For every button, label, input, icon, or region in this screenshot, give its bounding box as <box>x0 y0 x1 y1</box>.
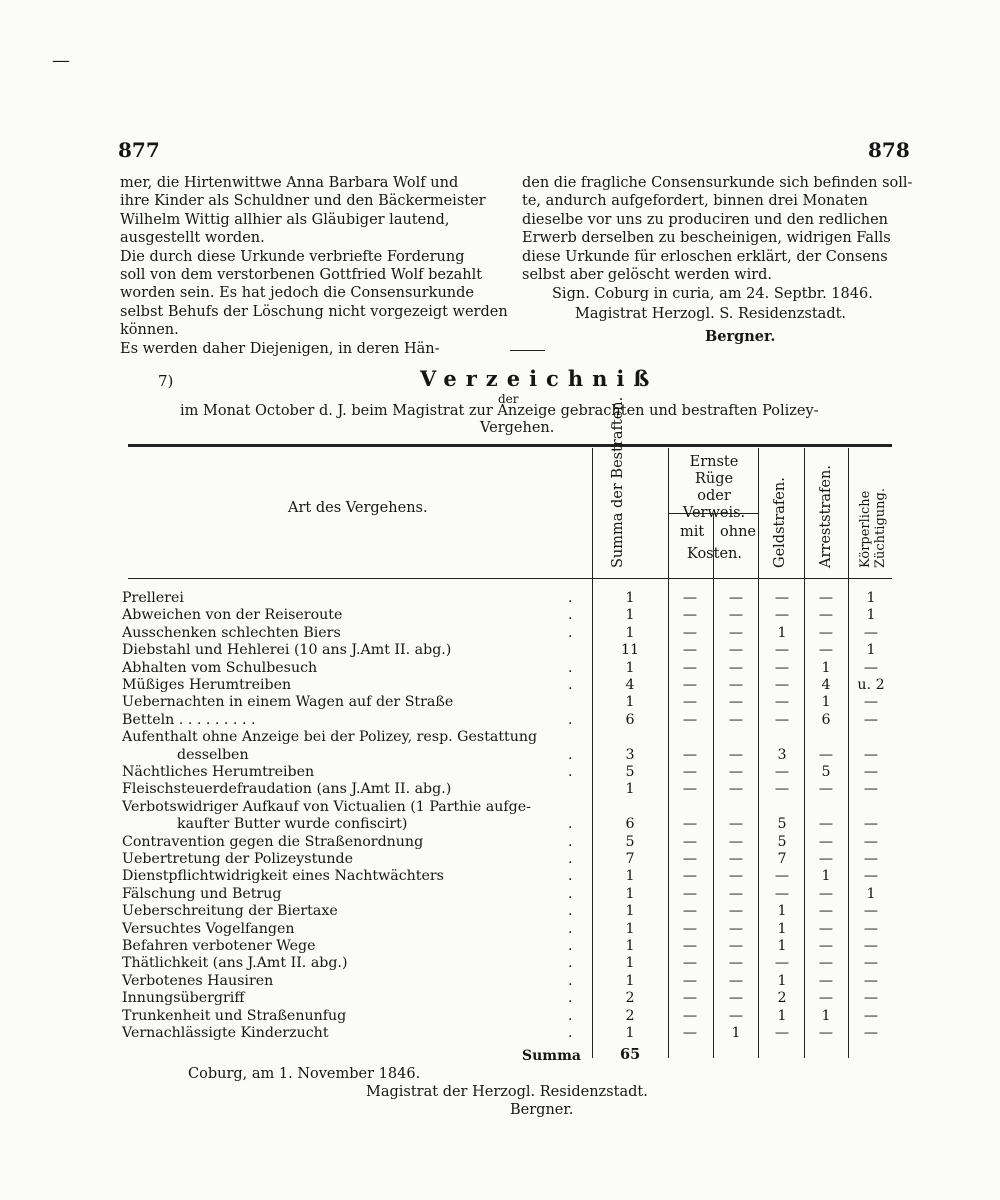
offence-label: Müßiges Herumtreiben <box>122 677 292 693</box>
text-line: diese Urkunde für erloschen erklärt, der Consens <box>522 248 888 265</box>
text-line: Die durch diese Urkunde verbriefte Forderung <box>120 248 465 265</box>
cell-geld: 1 <box>777 624 787 641</box>
cell-summa: 1 <box>625 1025 635 1041</box>
text-line: Wilhelm Wittig allhier als Gläubiger lautend, <box>120 211 450 228</box>
page-number-left: 877 <box>118 138 160 162</box>
cell-ohne: — <box>728 607 744 624</box>
cell-mit: — <box>682 642 698 659</box>
row-leader-dot: . <box>568 833 573 850</box>
left-text-column <box>120 174 508 358</box>
header-summa: Summa der Bestraften. <box>610 396 626 568</box>
cell-koerper: 1 <box>866 885 876 902</box>
cell-mit: — <box>682 990 698 1007</box>
offence-label: Versuchtes Vogelfangen <box>122 920 295 937</box>
cell-mit: — <box>682 955 698 972</box>
cell-geld: — <box>774 659 790 676</box>
cell-summa: 1 <box>625 885 635 902</box>
cell-koerper: — <box>863 972 879 989</box>
cell-mit: — <box>682 746 698 763</box>
cell-koerper: — <box>863 903 879 920</box>
cell-mit: — <box>682 607 698 624</box>
cell-summa: 5 <box>625 833 635 850</box>
table-top-rule <box>128 444 892 447</box>
cell-arrest: — <box>818 1025 834 1041</box>
offence-label: Uebertretung der Polizeystunde <box>122 851 354 867</box>
cell-summa: 1 <box>625 920 635 937</box>
cell-koerper: 1 <box>866 590 876 606</box>
cell-ohne: — <box>728 920 744 937</box>
cell-summa: 1 <box>625 624 635 641</box>
cell-geld: 1 <box>777 938 787 954</box>
cell-arrest: — <box>818 624 834 641</box>
cell-mit: — <box>682 851 698 867</box>
corner-mark: — <box>52 50 70 71</box>
cell-ohne: — <box>728 764 744 780</box>
row-leader-dot: . <box>568 746 573 763</box>
cell-geld: 1 <box>777 920 787 937</box>
cell-summa: 1 <box>625 781 635 798</box>
cell-arrest: 6 <box>821 711 831 728</box>
table-row <box>122 712 892 730</box>
table-row <box>122 729 892 747</box>
cell-ohne: — <box>728 746 744 763</box>
offence-label: Innungsübergriff <box>122 990 245 1007</box>
row-leader-dot: . <box>568 868 573 885</box>
cell-koerper: — <box>863 816 879 833</box>
text-line: te, andurch aufgefordert, binnen drei Monaten <box>522 193 868 210</box>
row-leader-dot: . <box>568 1025 573 1041</box>
cell-geld: 2 <box>777 990 787 1007</box>
cell-geld: — <box>774 885 790 902</box>
table-row <box>122 851 892 869</box>
cell-ohne: — <box>728 711 744 728</box>
cell-ohne: — <box>728 938 744 954</box>
cell-geld: 7 <box>777 851 787 867</box>
cell-ohne: — <box>728 833 744 850</box>
cell-geld: — <box>774 781 790 798</box>
cell-arrest: — <box>818 816 834 833</box>
row-leader-dot: . <box>568 851 573 867</box>
cell-koerper: u. 2 <box>857 677 885 693</box>
table-row <box>122 607 892 625</box>
cell-summa: 1 <box>625 590 635 606</box>
table-row <box>122 799 892 817</box>
cell-summa: 1 <box>625 903 635 920</box>
cell-geld: — <box>774 642 790 659</box>
row-leader-dot: . <box>568 590 573 606</box>
cell-arrest: — <box>818 903 834 920</box>
cell-ohne: — <box>728 868 744 885</box>
cell-ohne: — <box>728 642 744 659</box>
row-leader-dot: . <box>568 903 573 920</box>
offence-label: Vernachlässigte Kinderzucht <box>122 1025 329 1041</box>
cell-arrest: — <box>818 990 834 1007</box>
row-leader-dot: . <box>568 990 573 1007</box>
cell-koerper: — <box>863 1025 879 1041</box>
cell-mit: — <box>682 624 698 641</box>
cell-summa: 2 <box>625 990 635 1007</box>
cell-koerper: — <box>863 833 879 850</box>
cell-koerper: — <box>863 990 879 1007</box>
text-line: ihre Kinder als Schuldner und den Bäckermeister <box>120 193 486 210</box>
text-line: dieselbe vor uns zu produciren und den redlichen <box>522 211 889 228</box>
cell-koerper: — <box>863 1007 879 1024</box>
cell-summa: 1 <box>625 607 635 624</box>
cell-ohne: 1 <box>731 1025 741 1041</box>
cell-summa: 6 <box>625 711 635 728</box>
cell-ohne: — <box>728 851 744 867</box>
table-row <box>122 1025 892 1043</box>
cell-mit: — <box>682 885 698 902</box>
cell-arrest: 4 <box>821 677 831 693</box>
cell-summa: 1 <box>625 972 635 989</box>
row-leader-dot: . <box>568 920 573 937</box>
cell-arrest: — <box>818 972 834 989</box>
header-arreststrafen: Arreststrafen. <box>818 465 834 568</box>
text-line: ausgestellt worden. <box>120 230 265 247</box>
cell-geld: 5 <box>777 816 787 833</box>
cell-mit: — <box>682 816 698 833</box>
row-leader-dot: . <box>568 885 573 902</box>
cell-arrest: 1 <box>821 1007 831 1024</box>
table-row <box>122 660 892 678</box>
offence-label: Befahren verbotener Wege <box>122 938 316 954</box>
offence-label: Fleischsteuerdefraudation (ans J.Amt II. abg.) <box>122 781 452 798</box>
table-row <box>122 642 892 660</box>
cell-arrest: — <box>818 607 834 624</box>
text-line: selbst Behufs der Löschung nicht vorgezeigt werden <box>120 303 508 320</box>
offence-label: Abhalten vom Schulbesuch <box>122 659 318 676</box>
cell-arrest: — <box>818 920 834 937</box>
offence-label: Abweichen von der Reiseroute <box>122 607 343 624</box>
offence-label: Aufenthalt ohne Anzeige bei der Polizey, resp. Gestattung <box>122 729 538 746</box>
cell-koerper: — <box>863 746 879 763</box>
cell-summa: 1 <box>625 659 635 676</box>
cell-ohne: — <box>728 990 744 1007</box>
text-line: worden sein. Es hat jedoch die Consensurkunde <box>120 285 474 302</box>
row-leader-dot: . <box>568 764 573 780</box>
cell-ohne: — <box>728 816 744 833</box>
table-row <box>122 868 892 886</box>
cell-arrest: — <box>818 746 834 763</box>
cell-arrest: 1 <box>821 659 831 676</box>
section-title: Verzeichniß <box>420 366 659 391</box>
text-line: selbst aber gelöscht werden wird. <box>522 267 773 284</box>
offence-label: Contravention gegen die Straßenordnung <box>122 833 424 850</box>
cell-summa: 4 <box>625 677 635 693</box>
sign-authority: Magistrat Herzogl. S. Residenzstadt. <box>575 306 847 322</box>
cell-mit: — <box>682 677 698 693</box>
row-leader-dot: . <box>568 1007 573 1024</box>
table-row <box>122 781 892 799</box>
section-der: der <box>498 392 519 406</box>
offence-label: Thätlichkeit (ans J.Amt II. abg.) <box>122 955 348 972</box>
cell-summa: 1 <box>625 955 635 972</box>
table-row <box>122 938 892 956</box>
text-line: können. <box>120 322 179 339</box>
cell-geld: 5 <box>777 833 787 850</box>
cell-arrest: — <box>818 781 834 798</box>
page-number-right: 878 <box>868 138 910 162</box>
cell-ohne: — <box>728 590 744 606</box>
table-header-rule <box>128 578 892 579</box>
cell-koerper: — <box>863 868 879 885</box>
cell-summa: 2 <box>625 1007 635 1024</box>
cell-koerper: — <box>863 624 879 641</box>
cell-arrest: — <box>818 885 834 902</box>
cell-geld: — <box>774 1025 790 1041</box>
offence-label: Verbotswidriger Aufkauf von Victualien (1 Parthie aufge- <box>122 798 531 815</box>
offence-label: Uebernachten in einem Wagen auf der Straße <box>122 694 454 711</box>
cell-mit: — <box>682 711 698 728</box>
cell-koerper: — <box>863 781 879 798</box>
cell-summa: 6 <box>625 816 635 833</box>
row-leader-dot: . <box>568 955 573 972</box>
cell-arrest: — <box>818 642 834 659</box>
cell-arrest: — <box>818 851 834 867</box>
cell-summa: 1 <box>625 868 635 885</box>
cell-mit: — <box>682 781 698 798</box>
cell-koerper: — <box>863 938 879 954</box>
section-subtitle: im Monat October d. J. beim Magistrat zur Anzeige gebrachten und bestraften Polizey- <box>180 403 819 419</box>
summa-value: 65 <box>620 1046 641 1063</box>
cell-mit: — <box>682 972 698 989</box>
row-leader-dot: . <box>568 659 573 676</box>
cell-mit: — <box>682 590 698 606</box>
cell-summa: 1 <box>625 694 635 711</box>
cell-koerper: 1 <box>866 642 876 659</box>
offence-label: Prellerei <box>122 590 184 606</box>
cell-koerper: 1 <box>866 607 876 624</box>
cell-geld: — <box>774 764 790 780</box>
offence-label: Ueberschreitung der Biertaxe <box>122 903 338 920</box>
text-line: den die fragliche Consensurkunde sich befinden soll- <box>522 175 913 191</box>
cell-geld: — <box>774 607 790 624</box>
cell-ohne: — <box>728 677 744 693</box>
row-leader-dot: . <box>568 677 573 693</box>
cell-geld: — <box>774 694 790 711</box>
footer-date: Coburg, am 1. November 1846. <box>188 1066 421 1082</box>
table-row <box>122 764 892 782</box>
cell-geld: — <box>774 868 790 885</box>
cell-ohne: — <box>728 624 744 641</box>
cell-koerper: — <box>863 711 879 728</box>
summa-label: Summa <box>522 1048 581 1064</box>
cell-geld: 1 <box>777 1007 787 1024</box>
text-line: Erwerb derselben zu bescheinigen, widrigen Falls <box>522 230 891 247</box>
text-line: soll von dem verstorbenen Gottfried Wolf bezahlt <box>120 267 483 284</box>
column-end-rule <box>510 350 545 351</box>
cell-ohne: — <box>728 781 744 798</box>
cell-mit: — <box>682 833 698 850</box>
cell-geld: — <box>774 677 790 693</box>
cell-koerper: — <box>863 694 879 711</box>
cell-arrest: 1 <box>821 694 831 711</box>
cell-koerper: — <box>863 920 879 937</box>
cell-arrest: — <box>818 955 834 972</box>
offence-label: Trunkenheit und Straßenunfug <box>122 1007 347 1024</box>
sign-date-line: Sign. Coburg in curia, am 24. Septbr. 1846. <box>552 286 873 302</box>
offence-label: Fälschung und Betrug <box>122 885 282 902</box>
cell-summa: 11 <box>620 642 640 659</box>
cell-ohne: — <box>728 885 744 902</box>
row-leader-dot: . <box>568 607 573 624</box>
table-row <box>122 1008 892 1026</box>
cell-mit: — <box>682 1007 698 1024</box>
table-row <box>122 747 892 765</box>
cell-geld: 1 <box>777 903 787 920</box>
table-row <box>122 973 892 991</box>
cell-geld: — <box>774 711 790 728</box>
row-leader-dot: . <box>568 711 573 728</box>
cell-mit: — <box>682 938 698 954</box>
table-row <box>122 590 892 608</box>
cell-ohne: — <box>728 903 744 920</box>
table-row <box>122 990 892 1008</box>
cell-ohne: — <box>728 955 744 972</box>
cell-ohne: — <box>728 972 744 989</box>
cell-mit: — <box>682 764 698 780</box>
cell-koerper: — <box>863 851 879 867</box>
cell-ohne: — <box>728 659 744 676</box>
cell-ohne: — <box>728 1007 744 1024</box>
cell-mit: — <box>682 920 698 937</box>
header-ohne: ohne <box>720 524 756 540</box>
cell-arrest: 1 <box>821 868 831 885</box>
cell-geld: 3 <box>777 746 787 763</box>
table-row <box>122 921 892 939</box>
row-leader-dot: . <box>568 938 573 954</box>
offence-label: Dienstpflichtwidrigkeit eines Nachtwächters <box>122 868 444 885</box>
offence-label: Verbotenes Hausiren <box>122 972 274 989</box>
sign-name: Bergner. <box>705 328 776 345</box>
row-leader-dot: . <box>568 972 573 989</box>
footer-name: Bergner. <box>510 1102 574 1118</box>
table-row <box>122 955 892 973</box>
cell-geld: 1 <box>777 972 787 989</box>
cell-arrest: — <box>818 590 834 606</box>
cell-ohne: — <box>728 694 744 711</box>
offence-label: Nächtliches Herumtreiben <box>122 764 315 780</box>
header-mit: mit <box>680 524 705 540</box>
cell-arrest: — <box>818 833 834 850</box>
cell-summa: 3 <box>625 746 635 763</box>
table-row <box>122 834 892 852</box>
footer-authority: Magistrat der Herzogl. Residenzstadt. <box>366 1084 648 1100</box>
cell-geld: — <box>774 590 790 606</box>
table-row <box>122 886 892 904</box>
cell-mit: — <box>682 1025 698 1041</box>
cell-arrest: — <box>818 938 834 954</box>
offence-label: kaufter Butter wurde confiscirt) <box>177 816 408 833</box>
cell-koerper: — <box>863 659 879 676</box>
cell-summa: 5 <box>625 764 635 780</box>
table-row <box>122 694 892 712</box>
header-kosten: Kosten. <box>687 546 742 562</box>
cell-summa: 7 <box>625 851 635 867</box>
cell-mit: — <box>682 694 698 711</box>
row-leader-dot: . <box>568 816 573 833</box>
cell-geld: — <box>774 955 790 972</box>
text-line: mer, die Hirtenwittwe Anna Barbara Wolf und <box>120 175 459 191</box>
right-text-column <box>522 174 913 284</box>
offence-label: desselben <box>177 746 249 763</box>
cell-koerper: — <box>863 764 879 780</box>
section-subtitle-cont: Vergehen. <box>480 420 555 436</box>
cell-summa: 1 <box>625 938 635 954</box>
offence-label: Betteln . . . . . . . . . <box>122 711 256 728</box>
offence-label: Ausschenken schlechten Biers <box>122 624 341 641</box>
row-leader-dot: . <box>568 624 573 641</box>
cell-arrest: 5 <box>821 764 831 780</box>
table-row <box>122 625 892 643</box>
cell-koerper: — <box>863 955 879 972</box>
table-row <box>122 677 892 695</box>
cell-mit: — <box>682 659 698 676</box>
table-row <box>122 816 892 834</box>
section-number: 7) <box>158 372 174 390</box>
header-art-des-vergehens: Art des Vergehens. <box>288 500 428 516</box>
header-ruege: Ernste Rüge oder Verweis. <box>682 454 746 521</box>
cell-mit: — <box>682 868 698 885</box>
text-line: Es werden daher Diejenigen, in deren Hän- <box>120 340 440 357</box>
header-koerperliche: Körperliche Züchtigung. <box>858 488 888 568</box>
offence-label: Diebstahl und Hehlerei (10 ans J.Amt II. abg.) <box>122 642 452 659</box>
table-row <box>122 903 892 921</box>
header-geldstrafen: Geldstrafen. <box>772 477 788 568</box>
cell-mit: — <box>682 903 698 920</box>
